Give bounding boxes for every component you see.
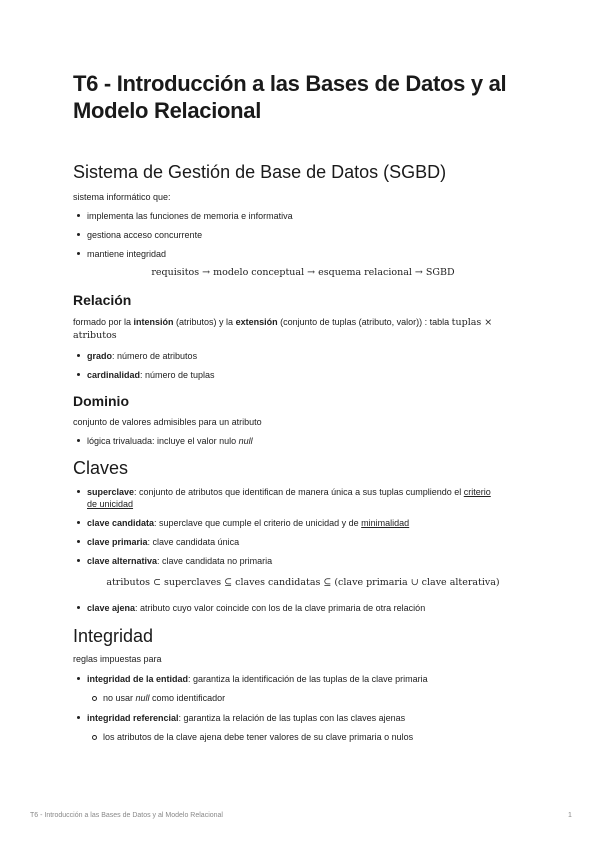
- claves-list-2: [73, 602, 533, 614]
- sgbd-intro: sistema informático que:: [73, 192, 171, 202]
- page-title: T6 - Introducción a las Bases de Datos y al Modelo Relacional: [73, 71, 507, 123]
- footer-page-number: 1: [568, 812, 572, 819]
- list-item: grado: número de atributos: [73, 350, 533, 362]
- claves-formula: atributos ⊂ superclaves ⊆ claves candidatas ⊆ (clave primaria ∪ clave alterativa): [106, 577, 500, 588]
- claves-list: [73, 486, 533, 567]
- list-item: mantiene integridad: [73, 248, 533, 260]
- integridad-list: [73, 673, 533, 743]
- list-item: integridad de la entidad: garantiza la identificación de las tuplas de la clave primaria: [73, 673, 533, 685]
- list-item: clave ajena: atributo cuyo valor coincide con los de la clave primaria de otra relación: [73, 602, 533, 614]
- section-heading-integridad: Integridad: [73, 626, 154, 646]
- list-item: clave candidata: superclave que cumple el criterio de unicidad y de minimalidad: [73, 517, 533, 529]
- section-heading-claves: Claves: [73, 458, 129, 478]
- unicidad-link[interactable]: de unicidad: [87, 499, 134, 509]
- list-item: clave alternativa: clave candidata no primaria: [73, 555, 533, 567]
- list-item: implementa las funciones de memoria e informativa: [73, 210, 533, 222]
- list-item: clave primaria: clave candidata única: [73, 536, 533, 548]
- footer-title: T6 - Introducción a las Bases de Datos y al Modelo Relacional: [30, 812, 223, 819]
- section-heading-relacion: Relación: [73, 292, 132, 308]
- integridad-intro: reglas impuestas para: [73, 654, 162, 664]
- section-heading-dominio: Dominio: [73, 393, 129, 409]
- dominio-list: [73, 435, 533, 447]
- list-item: superclave: conjunto de atributos que identifican de manera única a sus tuplas cumpliendo el criterio de unicidad: [73, 486, 533, 510]
- relacion-list: [73, 350, 533, 381]
- list-item: gestiona acceso concurrente: [73, 229, 533, 241]
- list-item: integridad referencial: garantiza la relación de las tuplas con las claves ajenas: [73, 712, 533, 724]
- sub-list-item: los atributos de la clave ajena debe tener valores de su clave primaria o nulos: [73, 731, 533, 743]
- minimalidad-link[interactable]: minimalidad: [361, 518, 410, 528]
- list-item: cardinalidad: número de tuplas: [73, 369, 533, 381]
- document-page: [73, 70, 533, 751]
- relacion-description: formado por la intensión (atributos) y la extensión (conjunto de tuplas (atributo, valor)) : tabla tuplas × atributos: [73, 317, 493, 341]
- sgbd-list: [73, 210, 533, 260]
- sgbd-formula: requisitos → modelo conceptual → esquema relacional → SGBD: [151, 267, 455, 278]
- criterio-link[interactable]: criterio: [463, 487, 491, 497]
- list-item: lógica trivaluada: incluye el valor nulo null: [73, 435, 533, 447]
- sub-list-item: no usar null como identificador: [73, 692, 533, 704]
- dominio-description: conjunto de valores admisibles para un atributo: [73, 417, 262, 427]
- section-heading-sgbd: Sistema de Gestión de Base de Datos (SGBD): [73, 162, 447, 182]
